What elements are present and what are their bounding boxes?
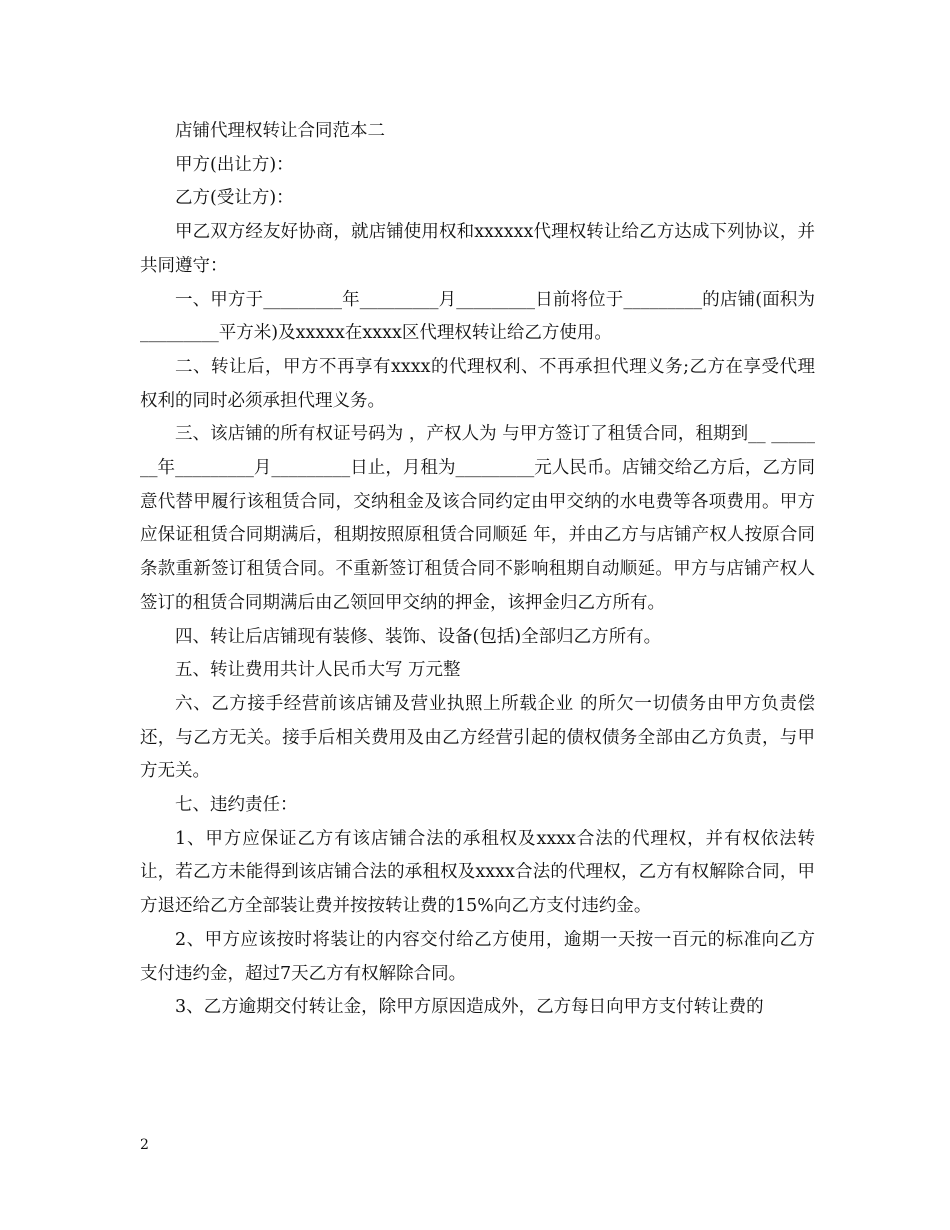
clause-7-heading: 七、违约责任： xyxy=(175,795,298,816)
clause-5-paragraph: 五、转让费用共计人民币大写 万元整 xyxy=(175,660,461,681)
clause-4-paragraph: 四、转让后店铺现有装修、装饰、设备(包括)全部归乙方所有。 xyxy=(175,626,662,647)
preamble-paragraph: 甲乙双方经友好协商，就店铺使用权和xxxxxx代理权转让给乙方达成下列协议，并共同遵守： xyxy=(140,222,815,276)
clause-2-paragraph: 二、转让后，甲方不再享有xxxx的代理权利、不再承担代理义务;乙方在享受代理权利的同时必须承担代理义务。 xyxy=(140,356,815,411)
party-b-line: 乙方(受让方)： xyxy=(175,188,294,209)
page-number: 2 xyxy=(140,1137,149,1153)
clause-6-paragraph: 六、乙方接手经营前该店铺及营业执照上所载企业 的所欠一切债务由甲方负责偿还，与乙方无关。接手后相关费用及由乙方经营引起的债权债务全部由乙方负责，与甲方无关。 xyxy=(140,693,815,782)
document-body xyxy=(140,115,815,1025)
document-title: 店铺代理权转让合同范本二 xyxy=(175,121,385,141)
party-a-line: 甲方(出让方)： xyxy=(175,154,294,175)
breach-item-1-paragraph: 1、甲方应保证乙方有该店铺合法的承租权及xxxx合法的代理权，并有权依法转让，若乙方未能得到该店铺合法的承租权及xxxx合法的代理权，乙方有权解除合同，甲方退还给乙方全部装让费并按按转让费的15%向乙方支付违约金。 xyxy=(140,828,815,917)
clause-3-paragraph: 三、该店铺的所有权证号码为 ，产权人为 与甲方签订了租赁合同，租期到__ _______年_________月_________日止，月租为_________元人民币。店铺交给乙方后，乙方同意代替甲履行该租赁合同，交纳租金及该合同约定由甲交纳的水电费等各项费用。甲方应保证租赁合同期满后，租期按照原租赁合同顺延 年，并由乙方与店铺产权人按原合同条款重新签订租赁合同。不重新签订租赁合同不影响租期自动顺延。甲方与店铺产权人签订的租赁合同期满后由乙领回甲交纳的押金，该押金归乙方所有。 xyxy=(140,424,815,613)
clause-1-paragraph: 一、甲方于_________年_________月_________日前将位于_________的店铺(面积为_________平方米)及xxxxx在xxxx区代理权转让给乙方使用。 xyxy=(140,289,815,344)
breach-item-2-paragraph: 2、甲方应该按时将装让的内容交付给乙方使用，逾期一天按一百元的标准向乙方支付违约金，超过7天乙方有权解除合同。 xyxy=(140,929,815,984)
breach-item-3-paragraph: 3、乙方逾期交付转让金，除甲方原因造成外，乙方每日向甲方支付转让费的 xyxy=(175,997,764,1018)
